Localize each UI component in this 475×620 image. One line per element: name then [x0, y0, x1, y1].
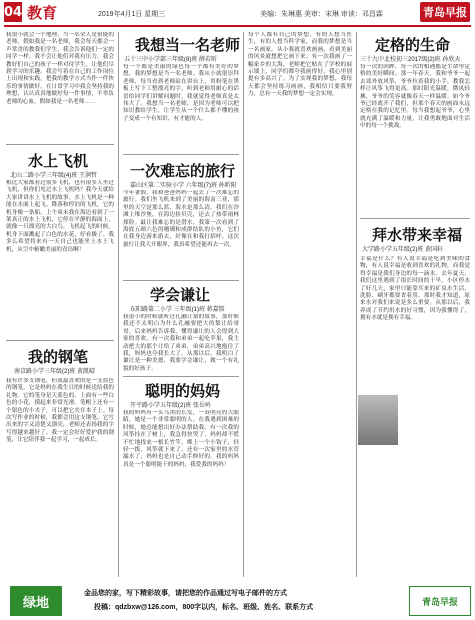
footer-badge: 绿地: [10, 586, 62, 616]
footer-line-1: 金品您的家，写下精彩故事，请把您的作品通过写电子邮件的方式: [84, 590, 287, 597]
article-3-byline: 北山二路小学三年级(4)班 王润哲: [10, 173, 98, 179]
article-10-byline: 大学路小学五年级(2)班 黄国轩: [362, 247, 444, 253]
footer-banner: [4, 584, 471, 617]
article-separator: [6, 340, 114, 341]
article-9-title: 定格的生命: [375, 36, 451, 54]
article-2-title: 我想当一名老师: [135, 36, 241, 54]
article-1-body: 我很小就会一个地理。当一名荣人是很能的老师。假如我是一名老师，我会每天都会一声常喜的教我们学生，我会告诉他们一定的同学一样。我不会让他们对我有压力，我会教好们自己的孩子一样对待学生，让他们尽到学习的乐趣。我会写着在自己的工作岗位上出现和实践，把我的教学方式当作一件快乐的事情做好。在日常学习中我会坚持我的理想，认认真真地做好每一件事情，不辜负老师的心血。假如我是一名老师……: [6, 32, 114, 105]
column-divider: [356, 32, 357, 577]
article-2-body: 每一个都是美丽的绿色每一个都有美好的梦想，我的梦想是当一名老师。我从小就很崇拜老师，每当看到老师站在讲台上，用粉笔在黑板上写下工整漂亮的字，听到老师用耐心的话语给同学们讲解问题时，我就觉得老师真是太伟大了。我想当一名老师，是因为老师可以把知识教给学生，让学生从一个什么都不懂的孩子变成一个有知识、有才能的人。: [123, 64, 239, 122]
article-separator: [123, 376, 239, 377]
column-divider: [243, 32, 244, 577]
article-6-title: 学会谦让: [150, 286, 211, 304]
article-7-body: 我的妈妈有一头乌黑的长发，一双明亮的大眼睛，她是一个非常聪明的人。在我遇到困难的时候，她总能想出好办法帮助我。有一次我的风筝挂在了树上，我急得快哭了，妈妈却不慌不忙地找来一根长竹竿，绑上一个小钩子，轻轻一拨，风筝就下来了。还有一次家里的水管漏水了，妈妈也是自己动手修好的。我的妈妈真是一个聪明能干的妈妈，我爱我的妈妈！: [123, 410, 239, 468]
editors-line: 美编：朱琳惠 美审：宋琳 审读：邓昌霖: [260, 11, 383, 18]
article-6-byline: 东阳路第二小学 三年级(1)班 蒋嘉铭: [130, 307, 225, 313]
header-rule: [4, 25, 471, 27]
dateline: 2019年4月1日 星期三: [98, 11, 166, 18]
newspaper-logo: 青岛早报: [420, 2, 470, 22]
article-7-byline: 开平路小学五年级(2)班 张岳岭: [130, 403, 212, 409]
article-9-byline: 三十九中北校初三2017级(2)班 孙欣天: [360, 57, 461, 63]
article-6-body: 我很小的时候就听过孔融让梨的故事，那时候我还不太明白为什么孔融要把大的梨让给哥哥。后来妈妈告诉我，懂得谦让的人会得到大家的喜欢。有一次我和弟弟一起吃苹果，我主动把大的那个让给了弟弟，弟弟高兴地抱住了我，妈妈也夸我长大了。从那以后，我明白了谦让是一种美德，我要学会谦让，做一个有礼貌的好孩子。: [123, 314, 239, 372]
article-2-byline: 五十三中小学部三年级(8)班 薛若昕: [124, 57, 218, 63]
footer-line-2: 投稿：qdzbxw@126.com，800字以内，标名、班级、姓名、联系方式: [94, 604, 314, 611]
article-3-title: 水上飞机: [28, 152, 89, 170]
page-number: 04: [4, 2, 22, 22]
article-separator: [6, 144, 114, 145]
section-title: 教育: [27, 4, 58, 22]
article-4-body: 我有许多支钢笔，但我最喜欢的是一支蓝色的钢笔，它是妈妈在我生日的时候送给我的礼物。它的笔身是天蓝色的，上面有一些白色的小花，摸起来非常光滑。笔帽上还有一个银色的小夹子，可以把它夹在本子上。每次写作业的时候，我都会用这支钢笔，它写出来的字又清楚又漂亮，老师还表扬我的字写得越来越好了。我一定会好好爱护我的钢笔，让它陪伴我一起学习，一起成长。: [6, 378, 114, 444]
article-8-body: 每个人都有自己的梦想，有的人想当医生，有的人想当科学家，而我的梦想是当一名画家。从小我就喜欢画画，看到美丽的风景就想把它画下来。有一次我画了一幅家乡的大海，老师把它贴在了学校的展示墙上，同学们都夸我画得好，我心里别提有多高兴了。为了实现我的梦想，我每天都会坚持练习画画，我相信只要我努力，总有一天我的梦想一定会实现。: [248, 32, 352, 98]
footer-logo: 青岛早报: [409, 586, 471, 616]
article-5-byline: 嘉山区第二实验小学 六年级(7)班 孙昕阳: [130, 183, 237, 189]
article-10-title: 拜水带来幸福: [372, 226, 463, 244]
article-separator: [123, 154, 239, 155]
article-5-body: 今年暑假，我和爸爸妈妈一起去了一次难忘的旅行。我们坐飞机来到了美丽的海南三亚，那里的天空是那么蓝，海水是那么清。我们在沙滩上堆沙堡，在海边捡贝壳，还去了热带雨林探险。最让我难忘的是潜水，我第一次看到了海底五颜六色的珊瑚和成群结队的小鱼，它们在我身边游来游去，好像在和我打招呼。这次旅行让我大开眼界，我真希望还能再去一次。: [123, 190, 239, 248]
article-separator: [123, 280, 239, 281]
page-header: [0, 0, 475, 26]
article-separator: [360, 218, 470, 219]
article-9-body: 每一次的回眸、每一次的相遇都是生命里定格的美好瞬间。那一年春天，我和爷爷一起去郊外放风筝，爷爷拉着我的小手，教我怎样让风筝飞得更高。那时阳光温暖，微风轻拂，爷爷的笑容就像春天一样温暖。如今爷爷已经离开了我们，但那个春天的画面永远定格在我的记忆里。每当我想起爷爷，心里就充满了温暖和力量，让我勇敢地面对生活中的每一个挑战。: [360, 64, 470, 130]
article-4-title: 我的钢笔: [28, 348, 89, 366]
column-divider: [118, 32, 119, 577]
article-4-byline: 南京路小学三年级(2)班 黄凯晴: [14, 369, 96, 375]
article-photo: [358, 395, 398, 445]
article-10-body: 幸福是什么？有人说幸福是吃到美味的食物，有人说幸福是收到喜欢的礼物，而我觉得幸福是我们身边的每一滴水。去年夏天，我们这里遇到了很长时间的干旱，小区停水了好几天，家里只能靠买来的矿泉水生活，洗脸、刷牙都要省着用。那时我才知道，原来水对我们来说是多么重要。从那以后，我养成了节约用水的好习惯，因为我懂得了，拥有水就是拥有幸福。: [360, 256, 470, 322]
article-3-body: 相比大家都看过很多飞机，也有很多人坐过飞机，但你们见过水上飞机吗？我今天就给大家讲讲水上飞机的故事。水上飞机是一种能在水面上起飞、降落和停泊的飞机，它的机身像一条船。上个周末我在海边看到了一架真正的水上飞机，它停在平静的海面上，就像一只漂亮的大白鸟。飞机起飞的时候，机身下面溅起了白色的水花，好看极了。我多么希望将来有一天自己也能坐上水上飞机，从空中俯瞰美丽的青岛啊！: [6, 180, 114, 253]
article-5-title: 一次难忘的旅行: [130, 162, 236, 180]
article-7-title: 聪明的妈妈: [145, 382, 221, 400]
